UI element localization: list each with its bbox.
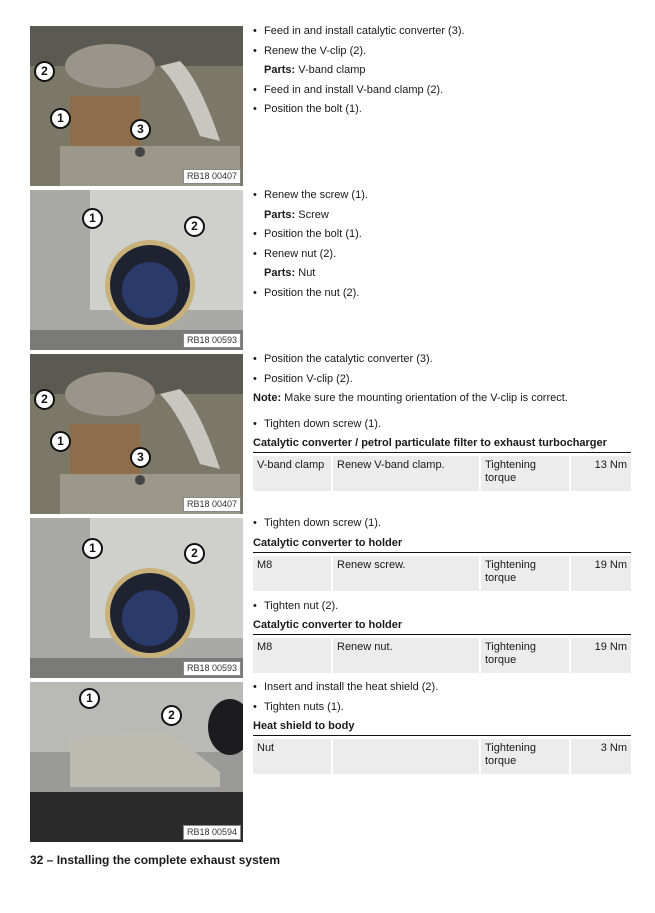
section-position-converter	[253, 350, 631, 491]
step: • Insert and install the heat shield (2).	[253, 678, 631, 698]
page-footer: 32 – Installing the complete exhaust system	[30, 853, 281, 867]
step: • Tighten down screw (1).	[253, 415, 631, 435]
cell-component: M8	[253, 556, 333, 591]
note	[253, 389, 631, 409]
step: • Position the catalytic converter (3).	[253, 350, 631, 370]
callout-1: 1	[50, 108, 71, 129]
cell-type: Tightening torque	[481, 638, 571, 673]
note-text: Make sure the mounting orientation of the V-clip is correct.	[284, 392, 568, 404]
step: • Position the bolt (1).	[253, 100, 631, 120]
section-heat-shield	[253, 678, 631, 774]
photo-underside	[30, 190, 243, 350]
callout-3: 3	[130, 447, 151, 468]
torque-table	[253, 456, 631, 491]
callout-2: 2	[34, 61, 55, 82]
cell-component: V-band clamp	[253, 456, 333, 491]
table-row	[253, 456, 631, 491]
figure-id: RB18 00594	[183, 825, 241, 840]
step: • Feed in and install catalytic converter (3).	[253, 22, 631, 42]
torque-table-title: Heat shield to body	[253, 718, 631, 736]
cell-value: 3 Nm	[571, 739, 631, 774]
step: • Renew the screw (1).	[253, 186, 631, 206]
parts-line	[253, 264, 631, 284]
step: • Renew the V-clip (2).	[253, 42, 631, 62]
cell-component: Nut	[253, 739, 333, 774]
callout-1: 1	[82, 538, 103, 559]
figure-id: RB18 00593	[183, 333, 241, 348]
cell-instruction: Renew V-band clamp.	[333, 456, 481, 491]
callout-2: 2	[34, 389, 55, 410]
callout-2: 2	[184, 216, 205, 237]
torque-table	[253, 638, 631, 673]
parts-line	[253, 61, 631, 81]
figure-heat-shield	[30, 682, 243, 842]
callout-1: 1	[82, 208, 103, 229]
photo-heat-shield	[30, 682, 243, 842]
step: • Feed in and install V-band clamp (2).	[253, 81, 631, 101]
cell-instruction: Renew nut.	[333, 638, 481, 673]
cell-type: Tightening torque	[481, 456, 571, 491]
callout-1: 1	[79, 688, 100, 709]
step: • Renew nut (2).	[253, 245, 631, 265]
cell-value: 13 Nm	[571, 456, 631, 491]
parts-label: Parts:	[264, 64, 296, 76]
figure-converter-holder	[30, 518, 243, 678]
parts-value: Screw	[298, 208, 329, 221]
torque-table-title: Catalytic converter to holder	[253, 617, 631, 635]
figure-converter-underside	[30, 190, 243, 350]
figure-id: RB18 00407	[183, 497, 241, 512]
cell-type: Tightening torque	[481, 556, 571, 591]
step: • Position the bolt (1).	[253, 225, 631, 245]
callout-1: 1	[50, 431, 71, 452]
step: • Tighten nut (2).	[253, 597, 631, 617]
callout-2: 2	[184, 543, 205, 564]
cell-value: 19 Nm	[571, 638, 631, 673]
parts-label: Parts:	[264, 267, 296, 279]
parts-value: V-band clamp	[298, 64, 366, 76]
step: • Position the nut (2).	[253, 284, 631, 304]
cell-type: Tightening torque	[481, 739, 571, 774]
photo-underside	[30, 518, 243, 678]
step: • Tighten down screw (1).	[253, 514, 631, 534]
parts-value: Nut	[298, 267, 316, 279]
photo-engine-bay	[30, 26, 243, 186]
cell-component: M8	[253, 638, 333, 673]
table-row	[253, 556, 631, 591]
callout-2: 2	[161, 705, 182, 726]
section-screw-nut	[253, 186, 631, 303]
step: • Position V-clip (2).	[253, 370, 631, 390]
figure-catalytic-converter-install	[30, 26, 243, 186]
section-tighten-holder	[253, 514, 631, 673]
cell-instruction	[333, 739, 481, 774]
parts-line	[253, 206, 631, 226]
torque-table	[253, 556, 631, 591]
torque-table-title: Catalytic converter / petrol particulate filter to exhaust turbocharger	[253, 435, 631, 453]
callout-3: 3	[130, 119, 151, 140]
table-row	[253, 638, 631, 673]
cell-instruction: Renew screw.	[333, 556, 481, 591]
note-label: Note:	[253, 392, 282, 404]
figure-position-converter	[30, 354, 243, 514]
cell-value: 19 Nm	[571, 556, 631, 591]
torque-table-title: Catalytic converter to holder	[253, 535, 631, 553]
figure-id: RB18 00407	[183, 169, 241, 184]
step: • Tighten nuts (1).	[253, 698, 631, 718]
figure-id: RB18 00593	[183, 661, 241, 676]
section-install-converter	[253, 22, 631, 120]
table-row	[253, 739, 631, 774]
torque-table	[253, 739, 631, 774]
parts-label: Parts:	[264, 208, 296, 221]
